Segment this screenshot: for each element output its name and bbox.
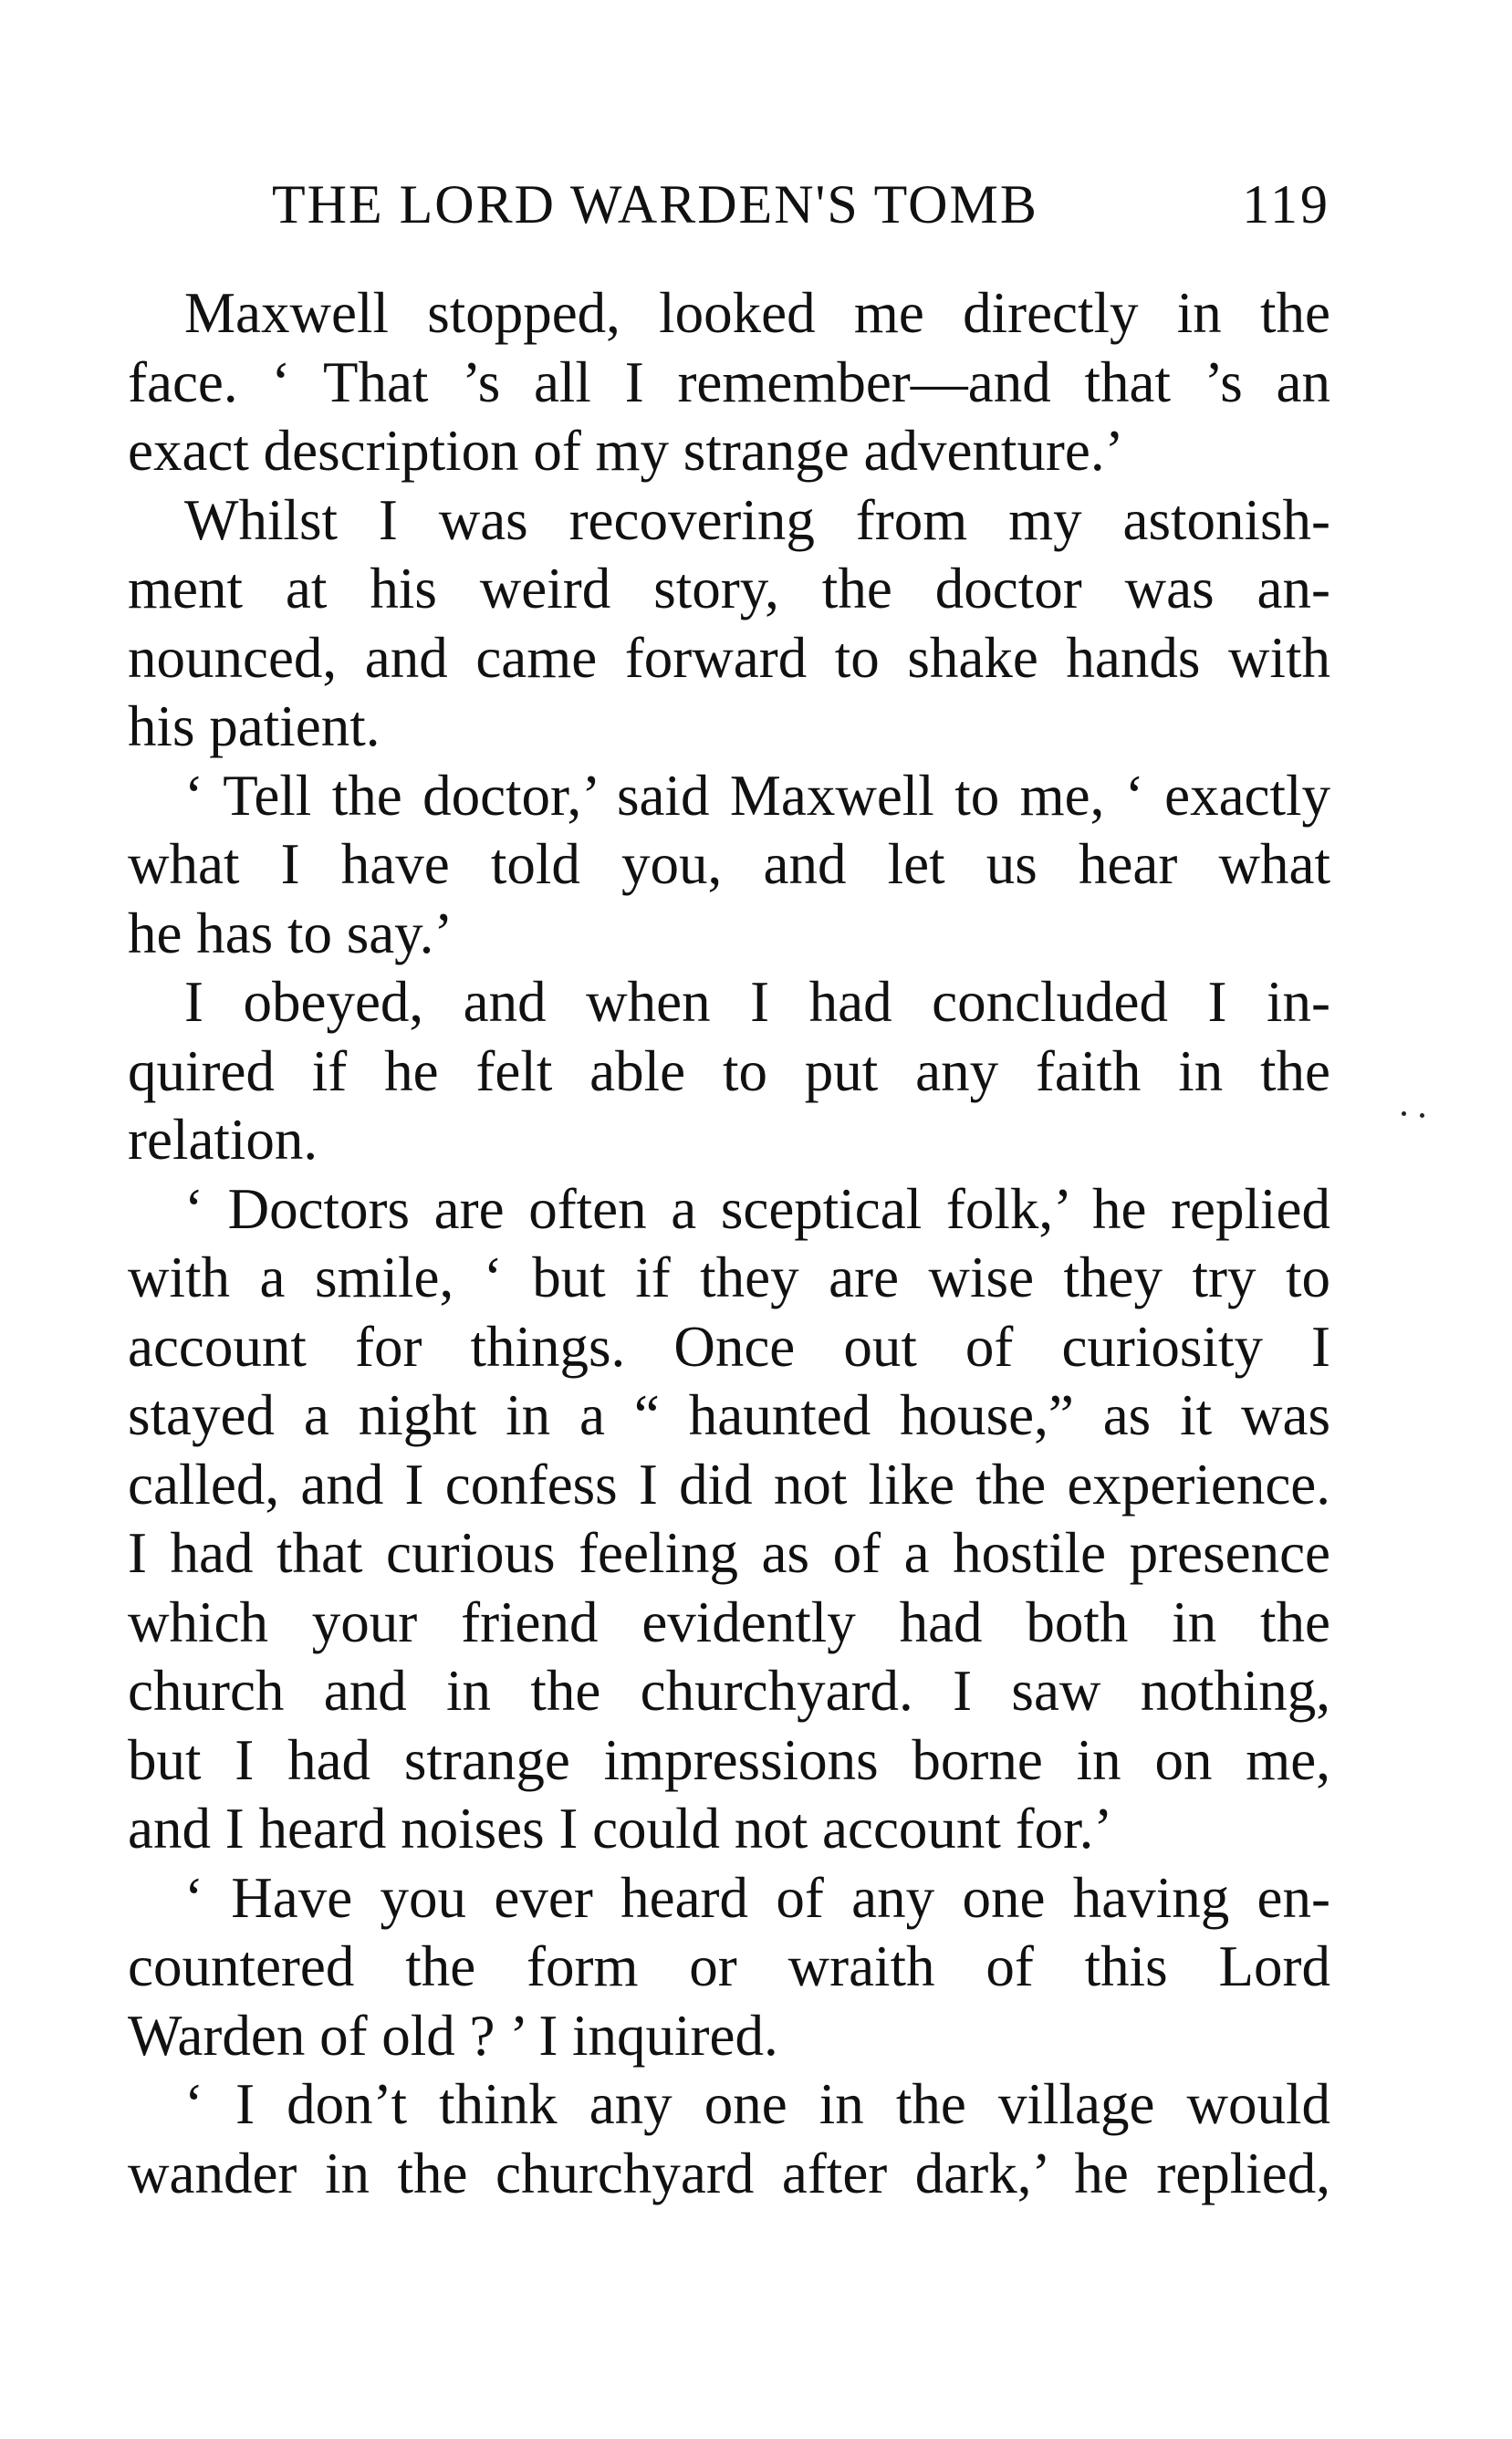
page-number: 119 xyxy=(1242,174,1330,235)
body-text xyxy=(128,279,1330,2208)
text-line: ‘ Doctors are often a sceptical folk,’ he replied xyxy=(184,1176,1330,1241)
text-line: stayed a night in a “ haunted house,” as it was xyxy=(128,1383,1330,1447)
text-line: his patient. xyxy=(128,694,381,758)
text-line: I had that curious feeling as of a hostile presence xyxy=(128,1521,1330,1585)
text-line: wander in the churchyard after dark,’ he replied, xyxy=(128,2141,1330,2205)
text-line: Whilst I was recovering from my astonish- xyxy=(184,487,1330,552)
ink-speck xyxy=(1420,1113,1424,1118)
text-line: countered the form or wraith of this Lord xyxy=(128,1934,1330,1998)
text-line: ment at his weird story, the doctor was an- xyxy=(128,557,1330,620)
text-line: ‘ I don’t think any one in the village would xyxy=(184,2072,1330,2136)
text-line: face. ‘ That ’s all I remember—and that ’s an xyxy=(128,349,1330,414)
text-line: nounced, and came forward to shake hands with xyxy=(128,625,1330,690)
text-line: but I had strange impressions borne in on me, xyxy=(128,1727,1330,1792)
text-line: called, and I confess I did not like the experience. xyxy=(128,1452,1330,1517)
text-line: church and in the churchyard. I saw nothing, xyxy=(128,1659,1330,1723)
text-line: which your friend evidently had both in the xyxy=(128,1590,1330,1654)
text-line: and I heard noises I could not account for.’ xyxy=(128,1797,1113,1861)
text-line: Warden of old ? ’ I inquired. xyxy=(128,2003,778,2068)
text-line: relation. xyxy=(128,1108,318,1172)
text-line: ‘ Have you ever heard of any one having en- xyxy=(184,1865,1330,1930)
running-head xyxy=(272,173,1330,236)
text-line: I obeyed, and when I had concluded I in- xyxy=(184,970,1330,1034)
text-line: what I have told you, and let us hear what xyxy=(128,832,1330,896)
ink-speck xyxy=(1402,1111,1406,1116)
text-line: quired if he felt able to put any faith in the xyxy=(128,1038,1330,1103)
text-line: he has to say.’ xyxy=(128,901,454,965)
text-line: with a smile, ‘ but if they are wise they try to xyxy=(128,1246,1330,1309)
text-line: Maxwell stopped, looked me directly in the xyxy=(184,281,1330,345)
text-line: account for things. Once out of curiosity I xyxy=(128,1314,1330,1379)
text-line: ‘ Tell the doctor,’ said Maxwell to me, ‘ exactly xyxy=(184,763,1330,828)
running-title: THE LORD WARDEN'S TOMB xyxy=(272,174,1038,235)
text-line: exact description of my strange adventure.’ xyxy=(128,419,1124,483)
ink-specks xyxy=(1402,1110,1427,1119)
